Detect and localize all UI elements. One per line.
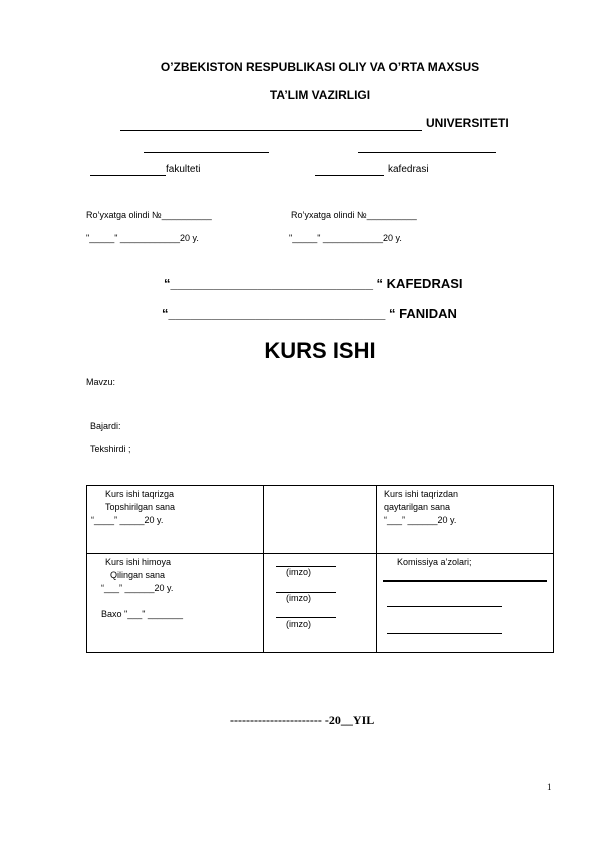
- year-line: ----------------------- -20__YIL: [230, 713, 375, 727]
- faculty-label: fakulteti: [166, 164, 201, 175]
- department-blank: [315, 175, 384, 176]
- page-number: 1: [547, 782, 552, 792]
- signature-label-1: (imzo): [286, 567, 311, 577]
- review-submitted-date: “____” _____20 y.: [91, 515, 164, 525]
- blank-line-right: [358, 152, 496, 153]
- registration-right-label: Ro’yxatga olindi №__________: [291, 210, 417, 220]
- faculty-blank: [90, 175, 166, 176]
- registration-left-date: "_____" ____________20 y.: [86, 233, 199, 243]
- defense-cell: [87, 554, 264, 653]
- review-table: [86, 485, 554, 653]
- main-title: KURS ISHI: [264, 338, 376, 363]
- review-submitted-cell: [87, 486, 264, 554]
- commission-line-2: [387, 606, 502, 607]
- topic-label: Mavzu:: [86, 377, 116, 387]
- defense-date: “___” ______20 y.: [101, 583, 174, 593]
- review-submitted-l1: Kurs ishi taqrizga: [105, 489, 175, 499]
- commission-line-1: [383, 580, 547, 582]
- commission-label: Komissiya a’zolari;: [397, 557, 472, 567]
- table-row: [87, 554, 554, 653]
- signature-label-3: (imzo): [286, 619, 311, 629]
- review-returned-cell: [377, 486, 554, 554]
- review-submitted-l2: Topshirilgan sana: [105, 502, 176, 512]
- review-returned-date: “___” ______20 y.: [384, 515, 457, 525]
- ministry-line-2: TA’LIM VAZIRLIGI: [269, 88, 371, 102]
- university-name-blank: [120, 130, 422, 131]
- signatures-cell: [264, 554, 377, 653]
- signature-label-2: (imzo): [286, 593, 311, 603]
- department-title-line: “____________________________ “ KAFEDRASI: [164, 276, 463, 291]
- empty-cell: [264, 486, 377, 554]
- defense-l1: Kurs ishi himoya: [105, 557, 172, 567]
- subject-title-line: “______________________________ “ FANIDAN: [162, 306, 457, 321]
- grade-field: Baxo "___" _______: [101, 609, 183, 619]
- review-returned-l1: Kurs ishi taqrizdan: [384, 489, 459, 499]
- registration-left-label: Ro’yxatga olindi №__________: [86, 210, 212, 220]
- ministry-line-1: O’ZBEKISTON RESPUBLIKASI OLIY VA O’RTA MAXSUS: [160, 60, 480, 74]
- commission-cell: [377, 554, 554, 653]
- blank-line-left: [144, 152, 269, 153]
- university-label: UNIVERSITETI: [426, 116, 509, 130]
- commission-line-3: [387, 633, 502, 634]
- defense-l2: Qilingan sana: [110, 570, 166, 580]
- registration-right-date: "_____" ____________20 y.: [289, 233, 402, 243]
- checked-by-label: Tekshirdi ;: [90, 444, 131, 454]
- performed-by-label: Bajardi:: [90, 421, 121, 431]
- review-returned-l2: qaytarilgan sana: [384, 502, 451, 512]
- department-label: kafedrasi: [388, 164, 429, 175]
- table-row: [87, 486, 554, 554]
